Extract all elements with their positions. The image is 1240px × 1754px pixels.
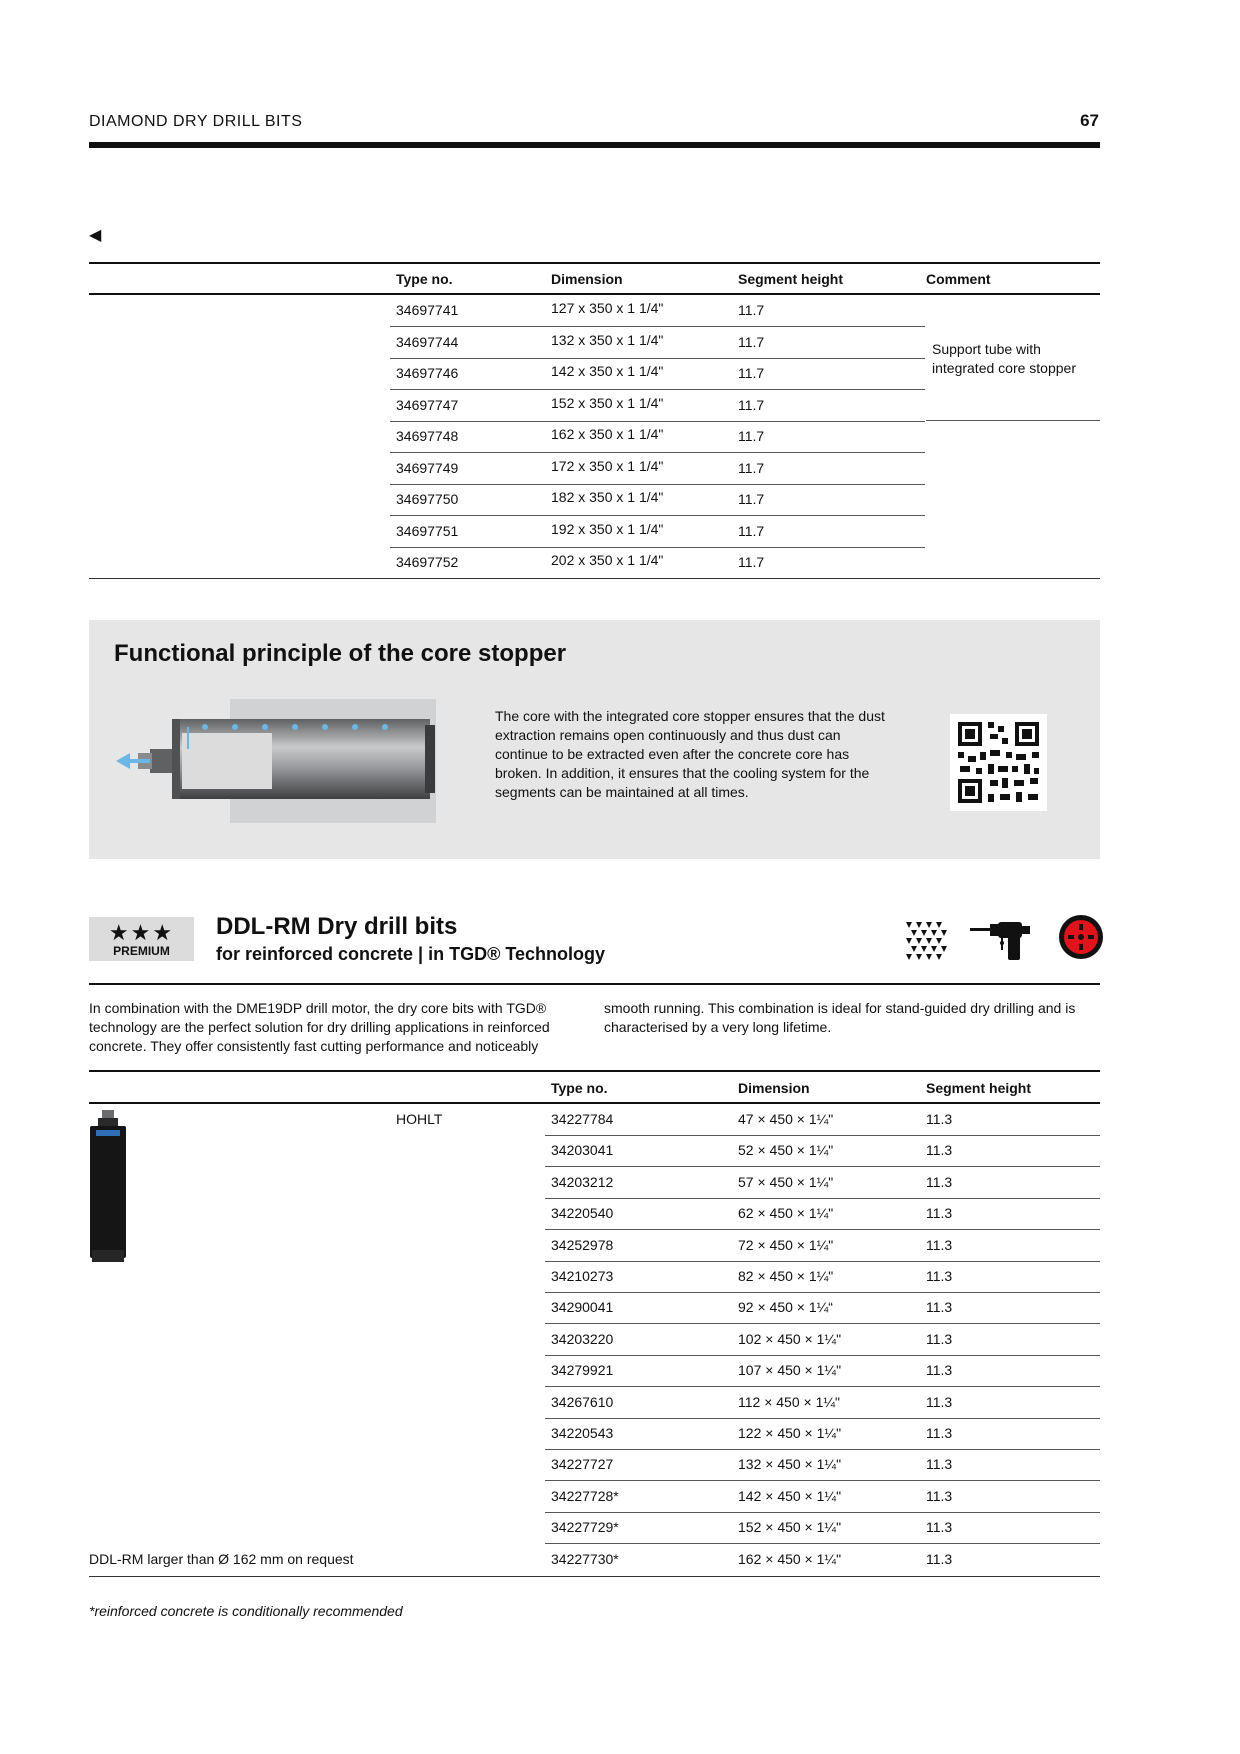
table2-cell-type-no: 34267610 — [551, 1393, 614, 1410]
table2-cell-segment-height: 11.3 — [926, 1205, 953, 1222]
table2-cell-segment-height: 11.3 — [926, 1299, 953, 1316]
table1-cell-segment-height: 11.7 — [738, 302, 765, 318]
table1-row-divider — [390, 484, 925, 485]
table2-cell-dimension: 122 × 450 × 1¼" — [738, 1425, 842, 1441]
table1-comment: Support tube with integrated core stopper — [932, 341, 1076, 376]
table2-cell-type-no: 34203220 — [551, 1330, 614, 1347]
table1-header-comment: Comment — [926, 271, 991, 287]
table2-cell-dimension: 132 × 450 × 1¼" — [738, 1456, 842, 1473]
table1-row-divider — [390, 547, 925, 548]
table1-cell-segment-height: 11.7 — [738, 396, 765, 413]
table2-row-divider — [545, 1135, 1100, 1136]
table1-cell-dimension: 162 x 350 x 1 1/4" — [551, 426, 664, 442]
table1-row-divider — [390, 421, 925, 422]
premium-stars: ★★★ — [108, 920, 175, 945]
table2-cell-type-no: 34279921 — [551, 1362, 614, 1379]
table2-row-divider — [545, 1543, 1100, 1544]
table2-cell-dimension: 57 × 450 × 1¼" — [738, 1173, 834, 1190]
table2-row-divider — [545, 1292, 1100, 1293]
table2-cell-dimension: 82 × 450 × 1¼" — [738, 1268, 834, 1284]
core-stopper-diagram — [110, 697, 440, 827]
table2-cell-dimension: 92 × 450 × 1¼“ — [738, 1299, 833, 1316]
premium-label: PREMIUM — [113, 944, 170, 958]
table1-cell-type-no: 34697747 — [396, 396, 459, 413]
table1-cell-type-no: 34697744 — [396, 333, 459, 350]
table1-cell-dimension: 132 x 350 x 1 1/4" — [551, 331, 664, 348]
table2-cell-segment-height: 11.3 — [926, 1111, 953, 1127]
table2-row-divider — [545, 1198, 1100, 1199]
table1-cell-type-no: 34697741 — [396, 302, 459, 318]
header-rule — [89, 142, 1100, 148]
table2-cell-segment-height: 11.3 — [926, 1268, 953, 1284]
table2-row-divider — [545, 1355, 1100, 1356]
table2-cell-dimension: 107 × 450 × 1¼" — [738, 1362, 842, 1379]
table1-header-segment-height: Segment height — [738, 271, 844, 287]
product-subtitle: for reinforced concrete | in TGD® Technology — [216, 944, 606, 964]
table1-cell-type-no: 34697746 — [396, 365, 459, 381]
table2-top-rule — [89, 1070, 1100, 1072]
table2-row-divider — [545, 1166, 1100, 1167]
qr-code-icon[interactable] — [950, 714, 1047, 811]
table2-cell-type-no: 34227728* — [551, 1487, 619, 1504]
table2-bottom-rule — [89, 1576, 1100, 1577]
table1-cell-dimension: 152 x 350 x 1 1/4" — [551, 394, 664, 411]
table2-row-divider — [545, 1418, 1100, 1419]
table1-cell-dimension: 172 x 350 x 1 1/4" — [551, 457, 664, 474]
table2-cell-dimension: 72 × 450 × 1¼" — [738, 1236, 834, 1253]
table2-row-divider — [545, 1261, 1100, 1262]
table2-cell-type-no: 34290041 — [551, 1299, 614, 1316]
table2-header-type-no: Type no. — [551, 1080, 608, 1096]
table2-cell-dimension: 47 × 450 × 1¼" — [738, 1111, 834, 1127]
table1-cell-type-no: 34697748 — [396, 428, 459, 444]
table1-cell-segment-height: 11.7 — [738, 365, 765, 381]
table2-row-divider — [545, 1386, 1100, 1387]
table2-cell-type-no: 34227784 — [551, 1111, 614, 1127]
table2-cell-segment-height: 11.3 — [926, 1142, 953, 1159]
table1-comment-divider — [926, 420, 1100, 421]
table1-row-divider — [390, 515, 925, 516]
table2-cell-dimension: 62 × 450 × 1¼" — [738, 1205, 834, 1222]
table1-cell-type-no: 34697752 — [396, 554, 459, 570]
drill-motor-icon — [968, 918, 1038, 962]
table1-row-divider — [390, 452, 925, 453]
table2-header-dimension: Dimension — [738, 1080, 810, 1096]
footnote: *reinforced concrete is conditionally recommended — [89, 1603, 403, 1619]
drill-bit-image — [88, 1110, 128, 1264]
table2-cell-type-no: 34252978 — [551, 1236, 614, 1253]
table1-cell-dimension: 142 x 350 x 1 1/4" — [551, 363, 664, 379]
table2-note: DDL-RM larger than Ø 162 mm on request — [89, 1551, 354, 1567]
table2-cell-segment-height: 11.3 — [926, 1393, 953, 1410]
table1-cell-segment-height: 11.7 — [738, 428, 765, 444]
table2-cell-type-no: 34203041 — [551, 1142, 614, 1159]
table1-cell-type-no: 34697750 — [396, 491, 459, 507]
table1-header-type-no: Type no. — [396, 271, 453, 287]
table2-cell-dimension: 52 × 450 × 1¼" — [738, 1142, 834, 1159]
table2-row-divider — [545, 1229, 1100, 1230]
table1-row-divider — [390, 326, 925, 327]
table1-cell-dimension: 127 x 350 x 1 1/4" — [551, 300, 664, 316]
back-arrow-icon[interactable]: ◀ — [89, 227, 102, 244]
table2-cell-type-no: 34220540 — [551, 1205, 614, 1222]
table2-cell-dimension: 142 × 450 × 1¼" — [738, 1487, 842, 1504]
table1-cell-type-no: 34697751 — [396, 522, 459, 539]
table2-cell-segment-height: 11.3 — [926, 1173, 953, 1190]
table2-header-segment-height: Segment height — [926, 1080, 1032, 1096]
table1-top-rule — [89, 262, 1100, 264]
functional-text: The core with the integrated core stopper ensures that the dust extraction remains open continuously and thus dust can continue to be extracted even after the concrete core has broken. In addition, it ensures that the cooling system for the segments can be maintained at all times. — [495, 708, 885, 800]
table1-cell-dimension: 192 x 350 x 1 1/4" — [551, 520, 664, 537]
table2-header-rule — [89, 1102, 1100, 1104]
table2-cell-segment-height: 11.3 — [926, 1236, 953, 1253]
table1-cell-segment-height: 11.7 — [738, 459, 765, 476]
functional-title: Functional principle of the core stopper — [114, 640, 567, 667]
table2-cell-type-no: 34227727 — [551, 1456, 614, 1473]
table1-header-dimension: Dimension — [551, 271, 623, 287]
table2-cell-segment-height: 11.3 — [926, 1456, 953, 1473]
table1-cell-dimension: 182 x 350 x 1 1/4" — [551, 489, 664, 505]
table1-bottom-rule — [89, 578, 1100, 579]
table1-cell-dimension: 202 x 350 x 1 1/4" — [551, 552, 664, 568]
red-target-icon — [1058, 914, 1104, 960]
table2-cell-dimension: 152 × 450 × 1¼" — [738, 1519, 842, 1536]
table2-cell-segment-height: 11.3 — [926, 1487, 953, 1504]
table1-cell-segment-height: 11.7 — [738, 333, 765, 350]
table2-cell-segment-height: 11.3 — [926, 1425, 953, 1441]
table2-cell-type-no: 34220543 — [551, 1425, 614, 1441]
table1-cell-segment-height: 11.7 — [738, 491, 765, 507]
table2-cell-dimension: 162 × 450 × 1¼" — [738, 1550, 842, 1567]
product-intro-col2: smooth running. This combination is ideal for stand-guided dry drilling and is characterised by a very long lifetime. — [604, 1000, 1076, 1035]
table2-cell-dimension: 112 × 450 × 1¼" — [738, 1393, 841, 1410]
table2-row-divider — [545, 1480, 1100, 1481]
table2-group-label: HOHLT — [396, 1111, 443, 1127]
diamond-segments-icon — [903, 918, 949, 964]
table2-row-divider — [545, 1449, 1100, 1450]
table2-cell-segment-height: 11.3 — [926, 1550, 953, 1567]
table1-row-divider — [390, 389, 925, 390]
table2-cell-segment-height: 11.3 — [926, 1330, 953, 1347]
table2-row-divider — [545, 1323, 1100, 1324]
table2-row-divider — [545, 1512, 1100, 1513]
page-number: 67 — [1080, 111, 1099, 130]
product-header-rule — [89, 983, 1100, 985]
product-intro-col1: In combination with the DME19DP drill motor, the dry core bits with TGD® technology are the perfect solution for dry drilling applications in reinforced concrete. They offer consistently fast cutting performance and noticeably — [89, 1000, 550, 1054]
table1-row-divider — [390, 358, 925, 359]
table2-cell-dimension: 102 × 450 × 1¼" — [738, 1330, 842, 1347]
table2-cell-type-no: 34210273 — [551, 1268, 614, 1284]
table1-cell-type-no: 34697749 — [396, 459, 459, 476]
table1-header-rule — [89, 293, 1100, 295]
table1-cell-segment-height: 11.7 — [738, 554, 765, 570]
table2-cell-type-no: 34227729* — [551, 1519, 619, 1536]
table2-cell-segment-height: 11.3 — [926, 1519, 953, 1536]
section-title: DIAMOND DRY DRILL BITS — [89, 113, 303, 130]
table2-cell-type-no: 34203212 — [551, 1173, 614, 1190]
product-title: DDL-RM Dry drill bits — [216, 913, 458, 940]
table1-cell-segment-height: 11.7 — [738, 522, 765, 539]
table2-cell-type-no: 34227730* — [551, 1550, 619, 1567]
table2-cell-segment-height: 11.3 — [926, 1362, 953, 1379]
